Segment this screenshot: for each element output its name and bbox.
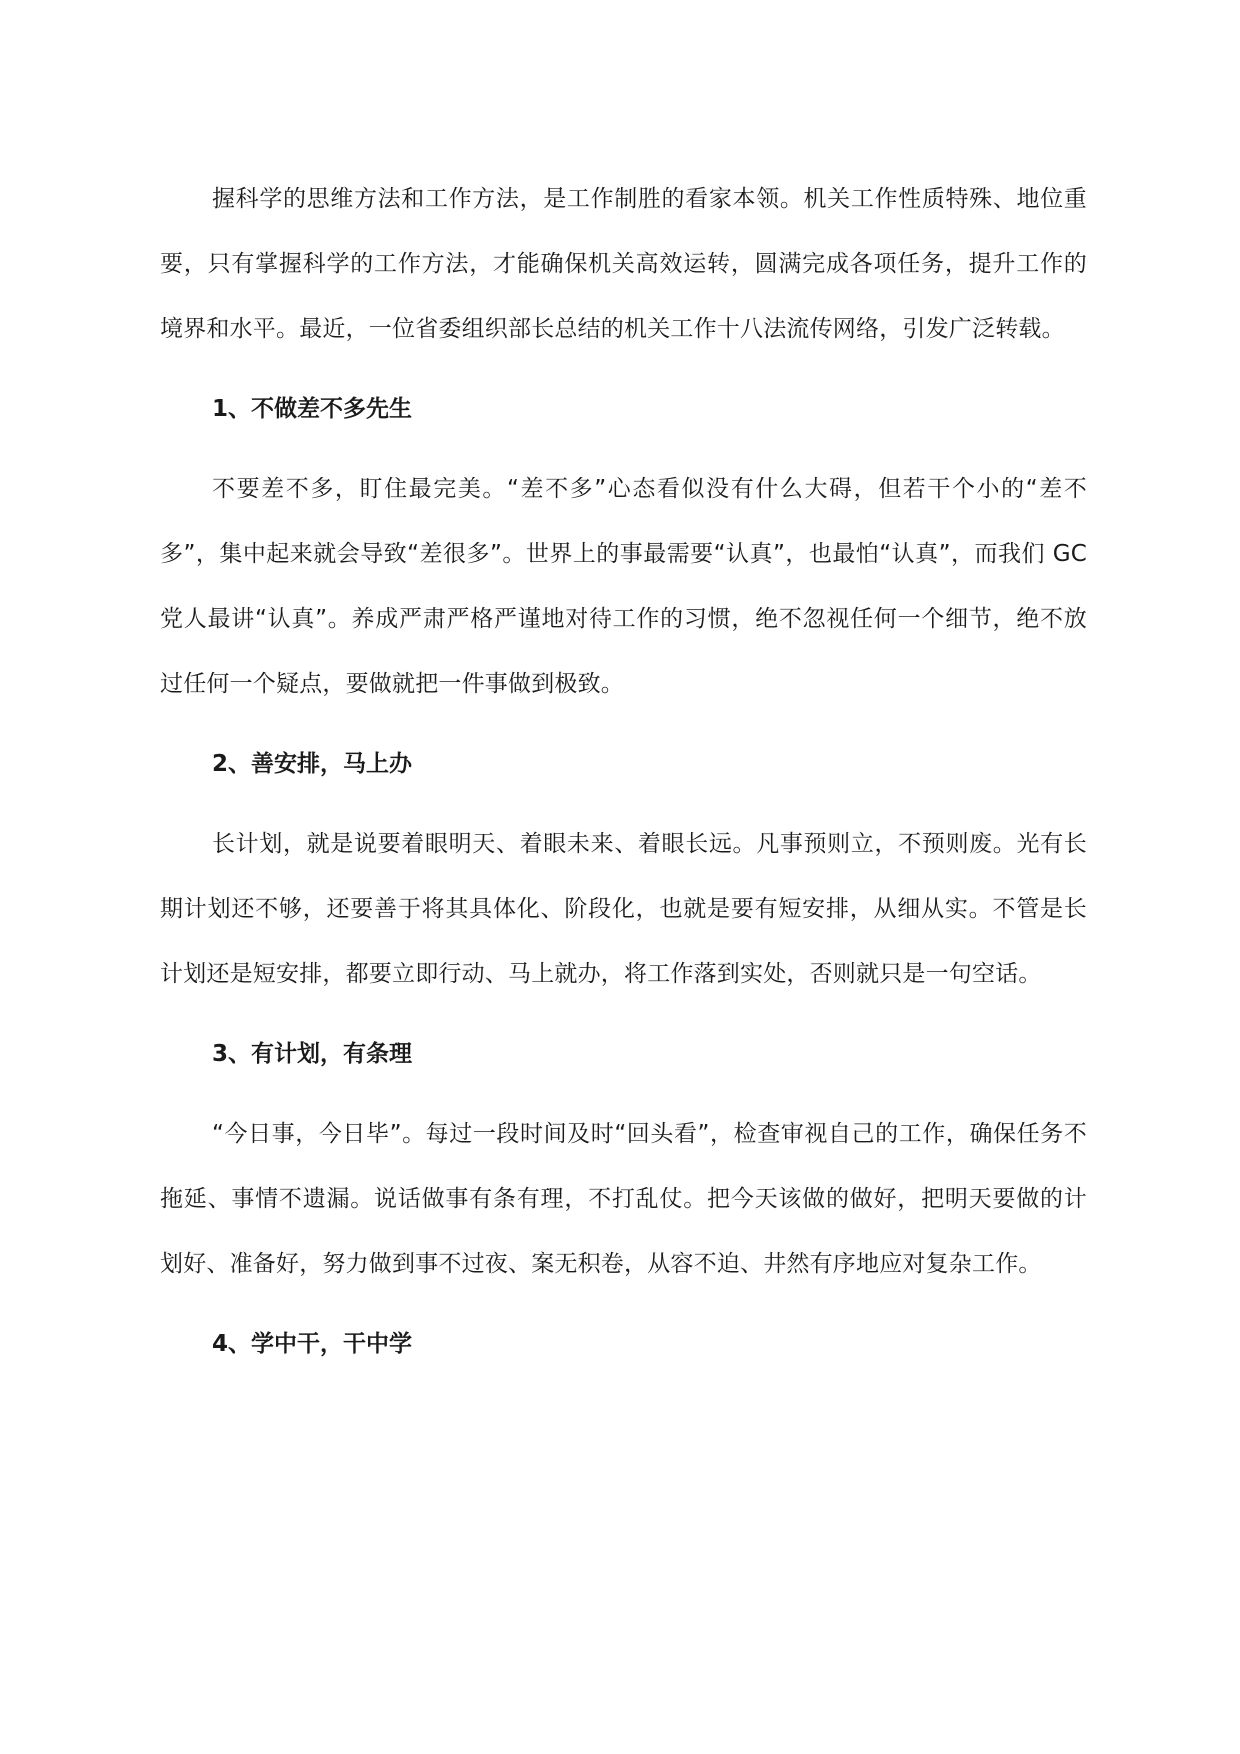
section-heading-4: 4、学中干，干中学 — [212, 1331, 413, 1357]
section-heading-2: 2、善安排，马上办 — [212, 751, 413, 777]
section-body-3: “今日事，今日毕”。每过一段时间及时“回头看”，检查审视自己的工作，确保任务不拖延、事情不遗漏。说话做事有条有理，不打乱仗。把今天该做的做好，把明天要做的计划好、准备好，努力做到事不过夜、案无积卷，从容不迫、井然有序地应对复杂工作。 — [160, 1121, 1087, 1277]
document-page — [160, 167, 1087, 1377]
section-body-2: 长计划，就是说要着眼明天、着眼未来、着眼长远。凡事预则立，不预则废。光有长期计划还不够，还要善于将其具体化、阶段化，也就是要有短安排，从细从实。不管是长计划还是短安排，都要立即行动、马上就办，将工作落到实处，否则就只是一句空话。 — [160, 831, 1087, 987]
section-heading-3: 3、有计划，有条理 — [212, 1041, 413, 1067]
section-body-1: 不要差不多，盯住最完美。“差不多”心态看似没有什么大碍，但若干个小的“差不多”，集中起来就会导致“差很多”。世界上的事最需要“认真”，也最怕“认真”，而我们 GC 党人最讲“认真”。养成严肃严格严谨地对待工作的习惯，绝不忽视任何一个细节，绝不放过任何一个疑点，要做就把一件事做到极致。 — [160, 476, 1087, 697]
intro-paragraph: 握科学的思维方法和工作方法，是工作制胜的看家本领。机关工作性质特殊、地位重要，只有掌握科学的工作方法，才能确保机关高效运转，圆满完成各项任务，提升工作的境界和水平。最近，一位省委组织部长总结的机关工作十八法流传网络，引发广泛转载。 — [160, 186, 1087, 342]
section-heading-1: 1、不做差不多先生 — [212, 396, 413, 422]
